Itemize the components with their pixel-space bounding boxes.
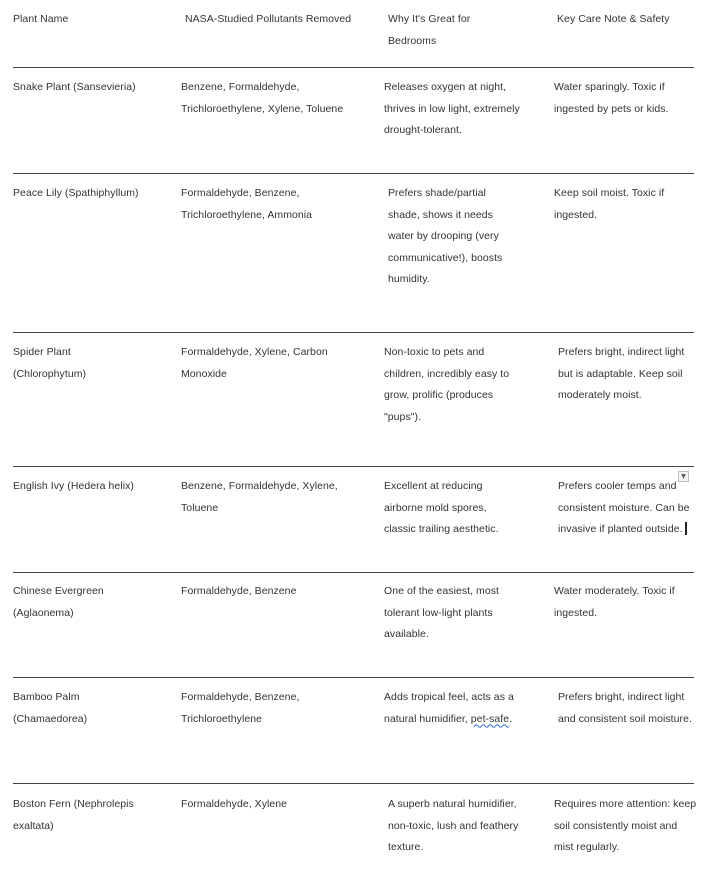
row-divider (13, 173, 694, 174)
cell-care-safety[interactable]: Prefers cooler temps and consistent moisture. Can be invasive if planted outside. (558, 480, 690, 535)
row-divider (13, 783, 694, 784)
cell-pollutants[interactable]: Benzene, Formaldehyde, Trichloroethylene, Xylene, Toluene (181, 81, 344, 115)
cell-why-bedrooms[interactable]: One of the easiest, most tolerant low-light plants available. (384, 585, 500, 640)
cell-care-safety[interactable]: Keep soil moist. Toxic if ingested. (554, 187, 665, 221)
cell-plant-name[interactable]: Snake Plant (Sansevieria) (13, 81, 136, 93)
cell-pollutants[interactable]: Formaldehyde, Xylene (181, 798, 288, 810)
cell-care-safety[interactable]: Water sparingly. Toxic if ingested by pets or kids. (554, 81, 669, 115)
cell-plant-name[interactable]: English Ivy (Hedera helix) (13, 480, 134, 492)
cell-why-bedrooms[interactable]: A superb natural humidifier, non-toxic, lush and feathery texture. (388, 798, 519, 853)
cell-plant-name[interactable]: Chinese Evergreen (Aglaonema) (13, 585, 104, 619)
cell-why-bedrooms[interactable]: Excellent at reducing airborne mold spores, classic trailing aesthetic. (384, 480, 499, 535)
text-cursor (685, 522, 687, 535)
cell-care-safety[interactable]: Water moderately. Toxic if ingested. (554, 585, 675, 619)
cell-pollutants[interactable]: Formaldehyde, Benzene, Trichloroethylene, Ammonia (181, 187, 313, 221)
header-pollutants[interactable]: NASA-Studied Pollutants Removed (185, 13, 352, 25)
row-divider (13, 332, 694, 333)
cell-plant-name[interactable]: Bamboo Palm (Chamaedorea) (13, 691, 88, 725)
header-plant-name[interactable]: Plant Name (13, 13, 69, 25)
row-divider (13, 677, 694, 678)
cell-why-bedrooms[interactable]: Non-toxic to pets and children, incredibly easy to grow, prolific (produces "pups"). (384, 346, 510, 423)
cell-why-bedrooms[interactable] (384, 687, 532, 730)
header-care-safety[interactable]: Key Care Note & Safety (557, 13, 670, 25)
cell-pollutants[interactable]: Formaldehyde, Benzene, Trichloroethylene (181, 691, 300, 725)
row-divider (13, 466, 694, 467)
cell-plant-name[interactable]: Spider Plant (Chlorophytum) (13, 346, 87, 380)
dropdown-arrow-icon[interactable]: ▼ (678, 471, 689, 482)
cell-pollutants[interactable]: Formaldehyde, Benzene (181, 585, 297, 597)
cell-plant-name[interactable]: Peace Lily (Spathiphyllum) (13, 187, 139, 199)
why-text-end: . (509, 712, 513, 725)
spellcheck-flagged-word[interactable]: pet-safe (470, 712, 510, 725)
header-why-bedrooms[interactable]: Why It's Great for Bedrooms (388, 13, 471, 47)
cell-why-bedrooms[interactable]: Releases oxygen at night, thrives in low light, extremely drought-tolerant. (384, 81, 520, 136)
row-divider (13, 572, 694, 573)
row-divider (13, 67, 694, 68)
cell-pollutants[interactable]: Formaldehyde, Xylene, Carbon Monoxide (181, 346, 328, 380)
why-text: Adds tropical feel, acts as a natural humidifier, (384, 691, 514, 725)
cell-why-bedrooms[interactable]: Prefers shade/partial shade, shows it needs water by drooping (very communicative!), boosts humidity. (388, 187, 503, 285)
cell-pollutants[interactable]: Benzene, Formaldehyde, Xylene, Toluene (181, 480, 338, 514)
cell-care-safety[interactable]: Prefers bright, indirect light and consistent soil moisture. (558, 691, 692, 725)
cell-care-safety[interactable]: Requires more attention: keep soil consistently moist and mist regularly. (554, 798, 697, 853)
cell-plant-name[interactable]: Boston Fern (Nephrolepis exaltata) (13, 798, 134, 832)
cell-care-safety[interactable]: Prefers bright, indirect light but is adaptable. Keep soil moderately moist. (558, 346, 685, 401)
